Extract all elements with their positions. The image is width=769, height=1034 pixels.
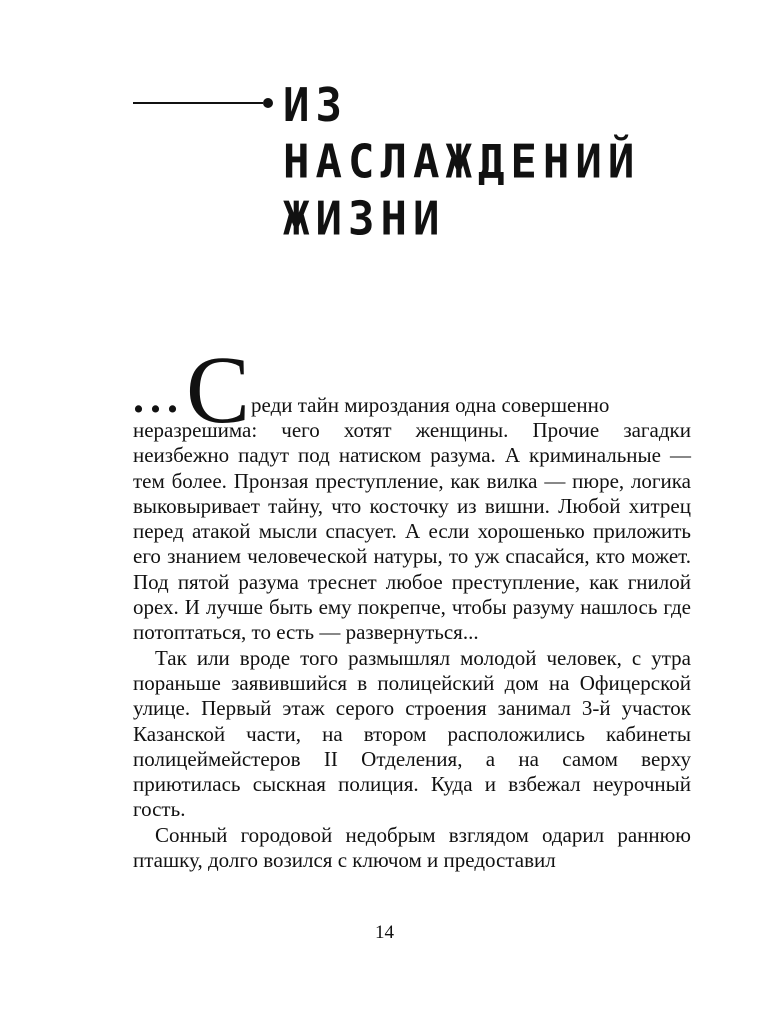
paragraph-3: Сонный городовой недобрым взглядом одарил раннюю пташку, долго возился с ключом и предоставил [133,822,691,873]
paragraph-1: неразрешима: чего хотят женщины. Прочие загадки неизбежно падут под натиском разума. А криминальные — тем более. Пронзая преступление, как вилка — пюре, логика выковыривает тайну, что косточку из вишни. Любой хитрец перед атакой мысли спасует. А если хорошенько приложить его знанием человеческой натуры, то уж спасайся, кто может. Под пятой разума треснет любое преступление, как гнилой орех. И лучше быть ему покрепче, чтобы разуму нашлось где потоптаться, то есть — развернуться... [133,418,691,645]
title-rule [133,102,263,104]
title-rule-dot [263,98,273,108]
first-line-text: реди тайн мироздания одна совершенно [251,393,610,417]
chapter-title [283,78,663,248]
body-text [133,336,691,873]
chapter-title-line1: ИЗ НАСЛАЖДЕНИЙ [283,79,641,190]
chapter-title-line2: ЖИЗНИ [283,192,446,246]
paragraph-2: Так или вроде того размышлял молодой человек, с утра пораньше заявившийся в полицейский дом на Офицерской улице. Первый этаж серого строения занимал 3-й участок Казанской части, на втором расположились кабинеты полицеймейстеров II Отделения, а на самом верху приютилась сыскная полиция. Куда и взбежал неурочный гость. [133,645,691,822]
first-line [133,336,691,443]
drop-cap: С [186,336,251,443]
lead-ellipsis: ... [133,373,184,422]
page-number: 14 [375,922,394,943]
